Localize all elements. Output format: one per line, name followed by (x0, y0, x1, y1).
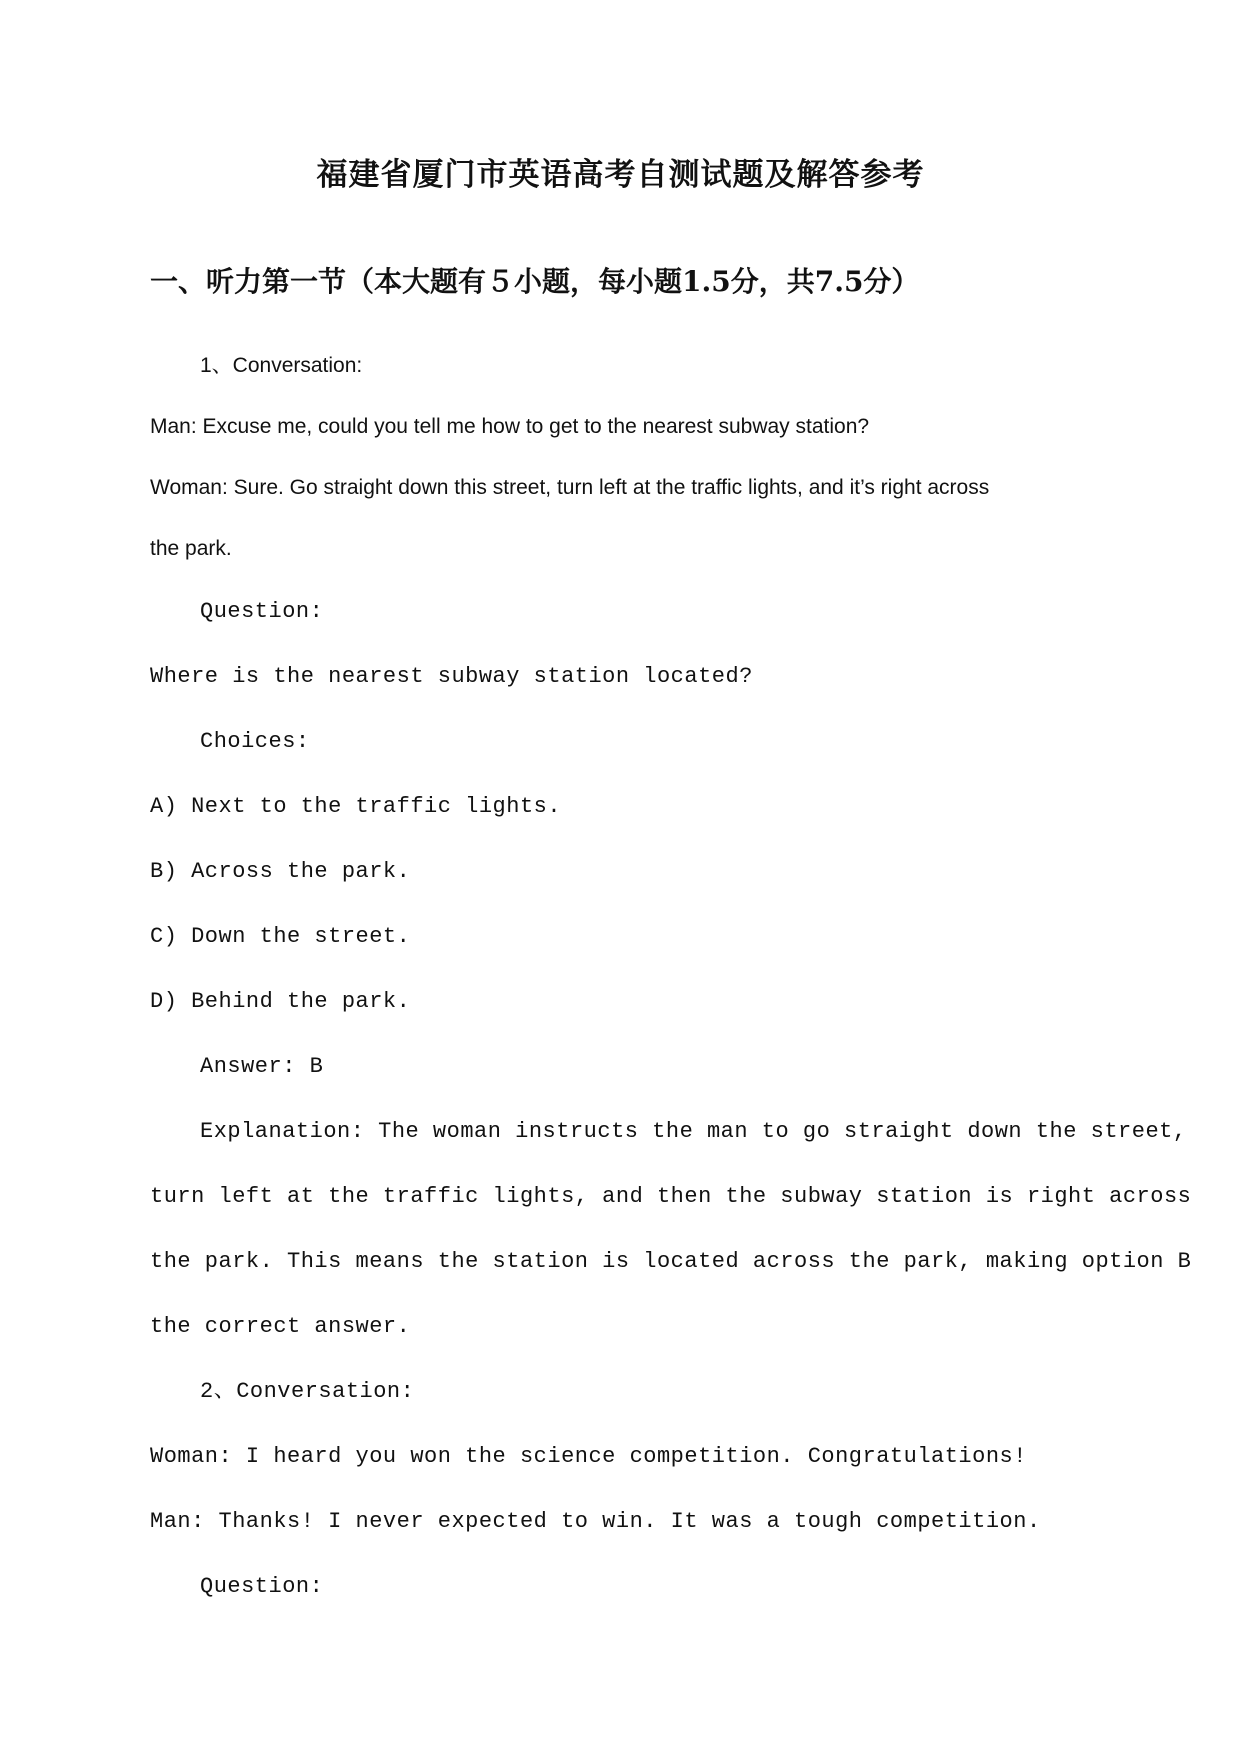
q1-choice-c: C) Down the street. (150, 924, 411, 949)
q1-explanation-line-4: the correct answer. (150, 1314, 411, 1339)
q1-question-text: Where is the nearest subway station located? (150, 664, 753, 689)
section-heading: 一、听力第一节（本大题有５小题，每小题1.5分，共7.5分） (150, 265, 920, 298)
q1-choice-d: D) Behind the park. (150, 989, 411, 1014)
q1-explanation-line-3: the park. This means the station is located across the park, making option B (150, 1249, 1192, 1274)
q1-answer: Answer: B (200, 1054, 324, 1079)
q1-explanation-line-2: turn left at the traffic lights, and then the subway station is right across (150, 1184, 1192, 1209)
q2-man-line: Man: Thanks! I never expected to win. It was a tough competition. (150, 1509, 1041, 1534)
q2-question-label: Question: (200, 1574, 324, 1599)
q1-choice-b: B) Across the park. (150, 859, 411, 884)
document-title: 福建省厦门市英语高考自测试题及解答参考 (316, 157, 925, 193)
q1-man-line: Man: Excuse me, could you tell me how to get to the nearest subway station? (150, 415, 870, 438)
q2-conversation-label: 2、Conversation: (200, 1379, 415, 1404)
q1-explanation-line-1: Explanation: The woman instructs the man to go straight down the street, (200, 1119, 1187, 1144)
q2-woman-line: Woman: I heard you won the science competition. Congratulations! (150, 1444, 1027, 1469)
q1-choices-label: Choices: (200, 729, 310, 754)
q1-woman-line-continued: the park. (150, 537, 232, 560)
q1-question-label: Question: (200, 599, 324, 624)
q1-conversation-label: 1、Conversation: (200, 354, 363, 377)
q1-woman-line: Woman: Sure. Go straight down this street, turn left at the traffic lights, and it’s right across (150, 476, 990, 499)
q1-choice-a: A) Next to the traffic lights. (150, 794, 562, 819)
